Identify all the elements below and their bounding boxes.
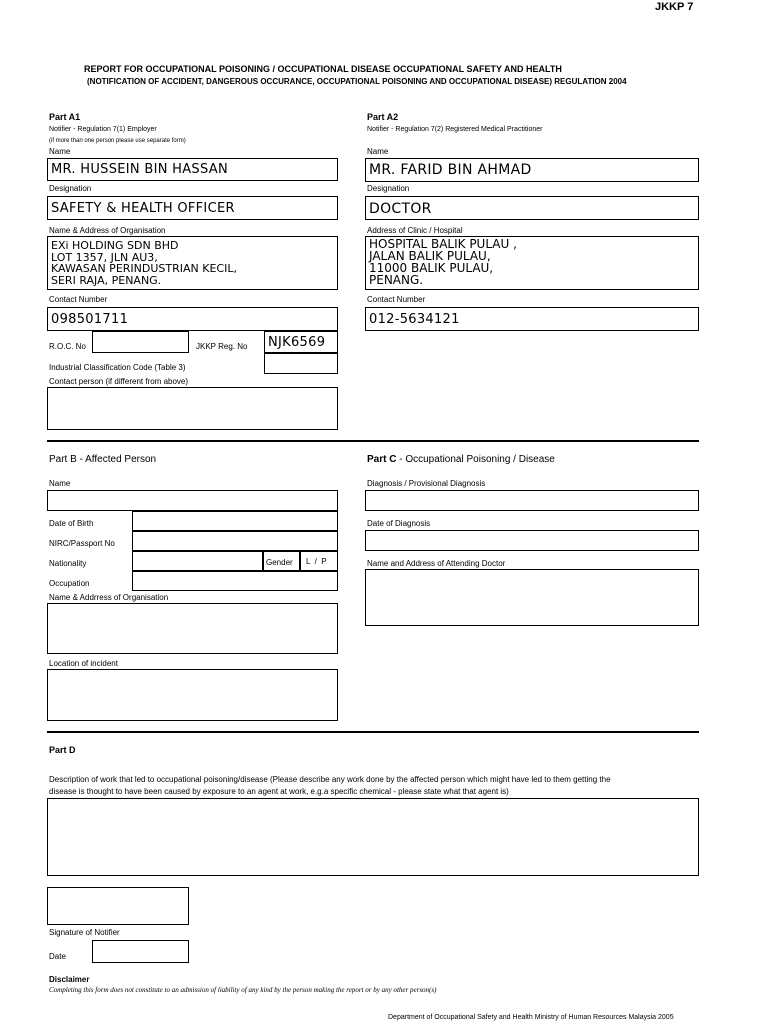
diagnosis-label: Diagnosis / Provisional Diagnosis bbox=[367, 479, 486, 488]
dob-label: Date of Birth bbox=[49, 519, 94, 528]
diagnosis-field[interactable] bbox=[365, 490, 699, 511]
a2-designation-label: Designation bbox=[367, 184, 410, 193]
a2-address-line-4: PENANG. bbox=[369, 273, 424, 287]
date-field[interactable] bbox=[92, 940, 189, 963]
contact-person-label: Contact person (if different from above) bbox=[49, 377, 189, 386]
doctor-field[interactable] bbox=[365, 569, 699, 626]
part-a1-note: (if more than one person please use separate form) bbox=[49, 138, 186, 144]
contact-person-field[interactable] bbox=[47, 387, 338, 430]
part-b-heading: Part B - Affected Person bbox=[49, 454, 157, 465]
nationality-field[interactable] bbox=[132, 551, 263, 571]
b-name-label: Name bbox=[49, 479, 71, 488]
a1-contact-field[interactable] bbox=[47, 307, 338, 331]
location-field[interactable] bbox=[47, 669, 338, 721]
a1-name-field[interactable] bbox=[47, 158, 338, 181]
roc-field[interactable] bbox=[92, 331, 189, 353]
jkkp-label: JKKP Reg. No bbox=[196, 342, 248, 351]
form-code: JKKP 7 bbox=[655, 1, 694, 13]
a2-contact-value: 012-5634121 bbox=[369, 312, 460, 327]
nationality-label: Nationality bbox=[49, 559, 87, 568]
a1-address-line-4: SERI RAJA, PENANG. bbox=[51, 273, 162, 287]
form-title: REPORT FOR OCCUPATIONAL POISONING / OCCUPATIONAL DISEASE OCCUPATIONAL SAFETY AND HEALTH bbox=[84, 64, 562, 74]
a1-designation-field[interactable] bbox=[47, 196, 338, 220]
occupation-field[interactable] bbox=[132, 571, 338, 591]
gender-options: L / P bbox=[306, 557, 327, 566]
date-label: Date bbox=[49, 952, 66, 961]
a2-contact-label: Contact Number bbox=[367, 295, 426, 304]
jkkp-value: NJK6569 bbox=[268, 335, 326, 350]
a2-name-field[interactable] bbox=[365, 158, 699, 182]
part-d-heading: Part D bbox=[49, 745, 76, 755]
a2-address-line-1: HOSPITAL BALIK PULAU , bbox=[369, 237, 517, 251]
part-a2-heading: Part A2 bbox=[367, 112, 399, 122]
disclaimer-heading: Disclaimer bbox=[49, 975, 90, 984]
a1-name-value: MR. HUSSEIN BIN HASSAN bbox=[51, 162, 228, 177]
doctor-label: Name and Address of Attending Doctor bbox=[367, 559, 506, 568]
industrial-code-field[interactable] bbox=[264, 353, 338, 374]
a2-name-value: MR. FARID BIN AHMAD bbox=[369, 162, 532, 178]
part-a2-notifier: Notifier - Regulation 7(2) Registered Medical Practitioner bbox=[367, 126, 543, 133]
occupation-label: Occupation bbox=[49, 579, 90, 588]
b-name-field[interactable] bbox=[47, 490, 338, 511]
nric-label: NIRC/Passport No bbox=[49, 539, 115, 548]
section-divider-1 bbox=[47, 440, 699, 442]
part-a1-heading: Part A1 bbox=[49, 112, 81, 122]
part-d-description-field[interactable] bbox=[47, 798, 699, 876]
nric-field[interactable] bbox=[132, 531, 338, 551]
footer-text: Department of Occupational Safety and Health Ministry of Human Resources Malaysia 2005 bbox=[388, 1014, 674, 1021]
part-d-description-1: Description of work that led to occupational poisoning/disease (Please describe any work done by the affected person which might have led to them getting the bbox=[49, 775, 611, 784]
disclaimer-text: Completing this form does not constitute to an admission of liability of any kind by the person making the report or by any other person(s) bbox=[49, 986, 437, 994]
a1-contact-value: 098501711 bbox=[51, 312, 129, 327]
a2-address-field[interactable] bbox=[365, 236, 699, 290]
a2-name-label: Name bbox=[367, 147, 389, 156]
a2-address-line-2: JALAN BALIK PULAU, bbox=[369, 249, 491, 263]
part-c-heading bbox=[367, 454, 569, 465]
dob-field[interactable] bbox=[132, 511, 338, 531]
gender-field[interactable] bbox=[300, 551, 338, 571]
a1-address-line-1: EXi HOLDING SDN BHD bbox=[51, 239, 179, 252]
a1-address-line-3: KAWASAN PERINDUSTRIAN KECIL, bbox=[51, 262, 237, 275]
a1-address-field[interactable] bbox=[47, 236, 338, 290]
gender-label: Gender bbox=[266, 558, 293, 567]
b-org-label: Name & Addrress of Organisation bbox=[49, 593, 169, 602]
a1-designation-value: SAFETY & HEALTH OFFICER bbox=[51, 201, 235, 216]
part-a1-notifier: Notifier - Regulation 7(1) Employer bbox=[49, 126, 157, 133]
a2-address-label: Address of Clinic / Hospital bbox=[367, 226, 463, 235]
a2-contact-field[interactable] bbox=[365, 307, 699, 331]
a1-contact-label: Contact Number bbox=[49, 295, 108, 304]
date-diagnosis-label: Date of Diagnosis bbox=[367, 519, 431, 528]
part-c-heading-bold: Part C bbox=[367, 454, 397, 465]
a1-designation-label: Designation bbox=[49, 184, 92, 193]
a2-designation-field[interactable] bbox=[365, 196, 699, 220]
section-divider-2 bbox=[47, 731, 699, 733]
location-label: Location of incident bbox=[49, 659, 118, 668]
a2-designation-value: DOCTOR bbox=[369, 201, 432, 217]
a1-address-line-2: LOT 1357, JLN AU3, bbox=[51, 250, 158, 264]
form-subtitle: (NOTIFICATION OF ACCIDENT, DANGEROUS OCCURANCE, OCCUPATIONAL POISONING AND OCCUPATIONAL DISEASE) REGULATION 2004 bbox=[87, 77, 627, 86]
jkkp-field[interactable] bbox=[264, 331, 338, 353]
part-c-heading-rest: - Occupational Poisoning / Disease bbox=[396, 454, 555, 465]
signature-field[interactable] bbox=[47, 887, 189, 925]
a2-address-line-3: 11000 BALIK PULAU, bbox=[369, 261, 494, 275]
roc-label: R.O.C. No bbox=[49, 342, 86, 351]
part-d-description-2: disease is thought to have been caused by exposure to an agent at work, e.g.a specific chemical - please state what that agent is) bbox=[49, 787, 509, 796]
gender-label-cell bbox=[263, 551, 300, 571]
signature-label: Signature of Notifier bbox=[49, 928, 120, 937]
industrial-label: Industrial Classification Code (Table 3) bbox=[49, 363, 186, 372]
a1-name-label: Name bbox=[49, 147, 71, 156]
a1-address-label: Name & Address of Organisation bbox=[49, 226, 166, 235]
b-org-field[interactable] bbox=[47, 603, 338, 654]
date-diagnosis-field[interactable] bbox=[365, 530, 699, 551]
